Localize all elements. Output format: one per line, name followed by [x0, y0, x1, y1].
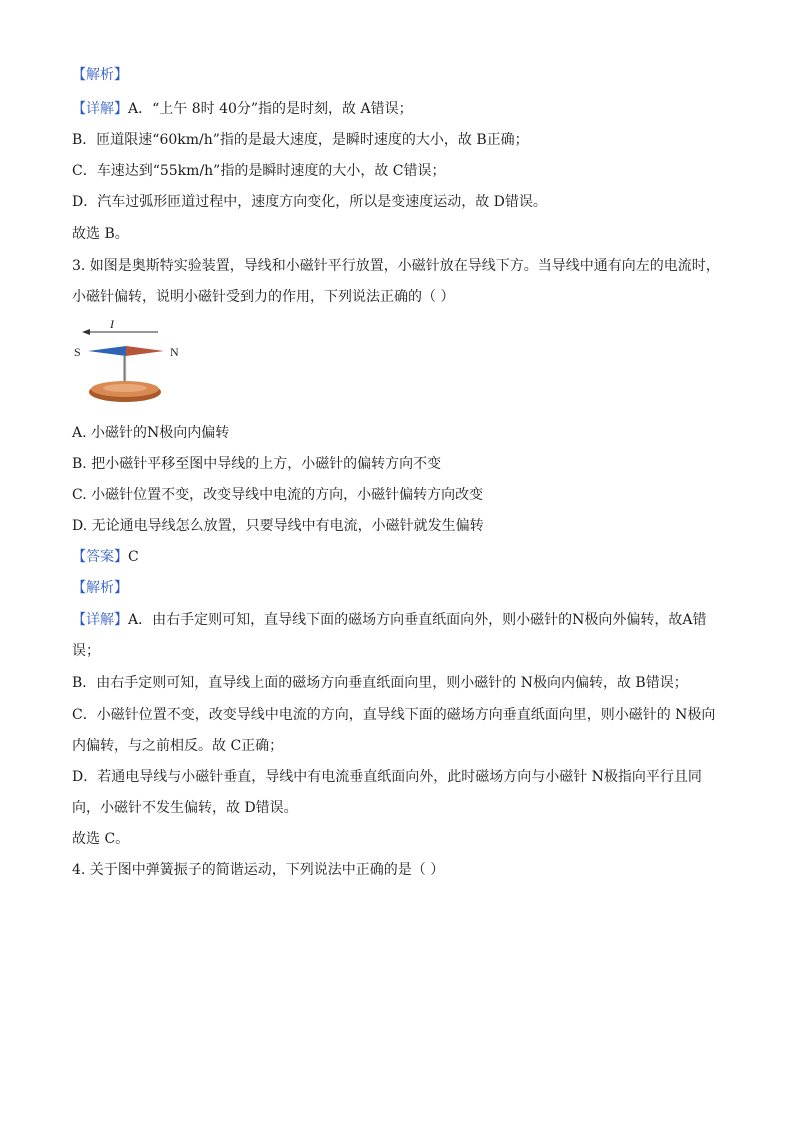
q3-option-d: D. 无论通电导线怎么放置，只要导线中有电流，小磁针就发生偏转	[72, 518, 484, 534]
current-label: I	[110, 317, 114, 331]
q3-detail-d-line-2: 向，小磁针不发生偏转，故 D错误。	[72, 800, 298, 816]
q3-option-a: A. 小磁针的N极向内偏转	[72, 425, 230, 441]
answer-tag: 【答案】	[72, 549, 128, 565]
oersted-figure	[68, 312, 198, 412]
detail-text-a: A．由右手定则可知，直导线下面的磁场方向垂直纸面向外，则小磁针的N极向外偏转，故A错	[128, 612, 707, 628]
detail-line-d: D．汽车过弧形匝道过程中，速度方向变化，所以是变速度运动，故 D错误。	[72, 194, 547, 210]
q3-stem-line-1: 3. 如图是奥斯特实验装置，导线和小磁针平行放置，小磁针放在导线下方。当导线中通有向左的电流时，	[72, 258, 720, 274]
conclusion-line: 故选 B。	[72, 226, 129, 242]
analysis-heading	[72, 66, 732, 84]
q3-stem-line-2: 小磁针偏转，说明小磁针受到力的作用，下列说法正确的（ ）	[72, 289, 455, 305]
q3-detail-b: B．由右手定则可知，直导线上面的磁场方向垂直纸面向里，则小磁针的 N极向内偏转，故 B错误；	[72, 675, 688, 691]
north-label: N	[170, 345, 179, 359]
detail-tag: 【详解】	[72, 612, 128, 628]
q3-detail-d-line-1: D．若通电导线与小磁针垂直，导线中有电流垂直纸面向外，此时磁场方向与小磁针 N极指向平行且同	[72, 769, 702, 785]
q3-option-b: B. 把小磁针平移至图中导线的上方，小磁针的偏转方向不变	[72, 456, 442, 472]
q3-analysis-heading	[72, 579, 732, 597]
needle-north-half	[126, 346, 164, 356]
analysis-tag: 【解析】	[72, 580, 128, 596]
q3-option-c: C. 小磁针位置不变，改变导线中电流的方向，小磁针偏转方向改变	[72, 487, 484, 503]
needle-south-half	[88, 346, 126, 356]
q3-detail-c-line-2: 内偏转，与之前相反。故 C正确；	[72, 738, 284, 754]
current-arrow-icon	[82, 329, 90, 335]
detail-line-b: B．匝道限速“60km/h”指的是最大速度，是瞬时速度的大小，故 B正确；	[72, 132, 529, 148]
q3-answer-line	[72, 548, 732, 566]
south-label: S	[74, 345, 81, 359]
q4-stem: 4. 关于图中弹簧振子的简谐运动，下列说法中正确的是（ ）	[72, 862, 445, 878]
detail-tag: 【详解】	[72, 101, 128, 117]
q3-detail-a-line-2: 误；	[72, 643, 100, 659]
q3-detail-c-line-1: C．小磁针位置不变，改变导线中电流的方向，直导线下面的磁场方向垂直纸面向里，则小磁针的 N极向	[72, 707, 716, 723]
detail-line-a	[72, 100, 732, 118]
q3-conclusion: 故选 C。	[72, 831, 130, 847]
detail-text-a: A．“上午 8时 40分”指的是时刻，故 A错误；	[128, 101, 413, 117]
q3-detail-a-line-1	[72, 611, 732, 629]
detail-line-c: C．车速达到“55km/h”指的是瞬时速度的大小，故 C错误；	[72, 163, 446, 179]
analysis-tag: 【解析】	[72, 67, 128, 83]
answer-value: C	[128, 549, 139, 565]
